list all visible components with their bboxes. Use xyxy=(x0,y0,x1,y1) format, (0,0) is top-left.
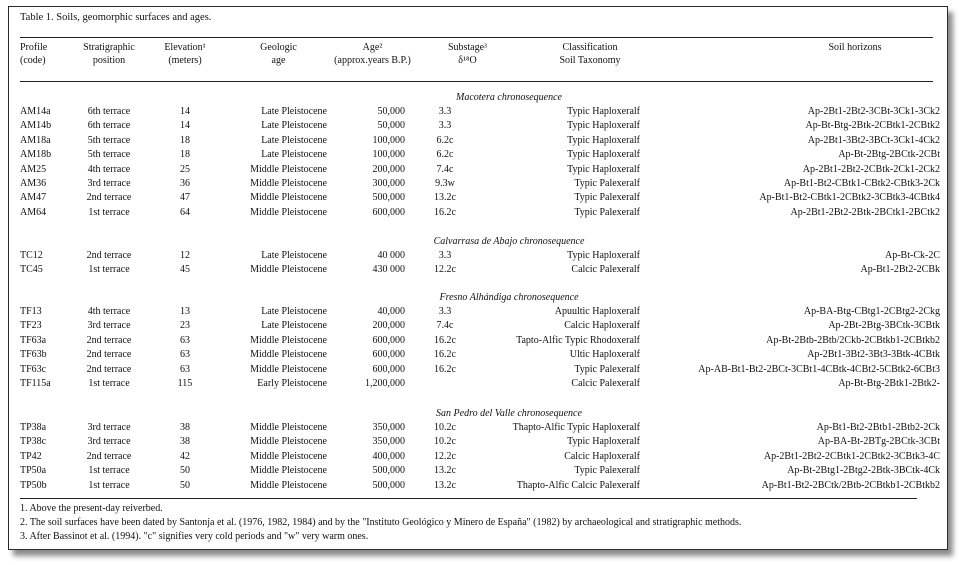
cell-profile-code: TC12 xyxy=(20,250,43,261)
header-substage: Substage³ xyxy=(447,42,488,53)
cell-age: 100,000 xyxy=(372,134,405,146)
cell-soil-horizons: Ap-2Bt1-2Bt2-2CBtk1-2CBtk2-3CBtk3-4C xyxy=(763,450,940,462)
cell-geologic-age: Middle Pleistocene xyxy=(250,363,327,375)
cell-age: 40 000 xyxy=(377,250,405,261)
cell-soil-horizons: Ap-2Bt1-3Bt2-3BCt-3Ck1-4Ck2 xyxy=(807,134,940,146)
cell-substage: 16.2c xyxy=(434,206,456,218)
cell-geologic-age: Middle Pleistocene xyxy=(250,479,327,491)
cell-profile-code: AM14b xyxy=(20,120,52,132)
header-profile-code: (code) xyxy=(20,55,46,66)
footnote-rule xyxy=(20,498,917,499)
footnote-1: 1. Above the present-day reiverbed. xyxy=(20,503,163,514)
cell-geologic-age: Late Pleistocene xyxy=(261,134,327,146)
cell-stratigraphic-position: 3rd terrace xyxy=(87,436,131,448)
cell-substage: 3.3 xyxy=(438,306,452,317)
cell-stratigraphic-position: 6th terrace xyxy=(87,106,131,117)
cell-soil-horizons: Ap-Bt1-2Bt2-2CBk xyxy=(860,264,940,276)
cell-age: 600,000 xyxy=(372,334,405,346)
cell-substage: 3.3 xyxy=(438,106,452,117)
cell-elevation: 18 xyxy=(180,134,190,146)
cell-geologic-age: Late Pleistocene xyxy=(261,149,327,161)
cell-elevation: 63 xyxy=(180,349,190,361)
cell-stratigraphic-position: 5th terrace xyxy=(87,149,131,161)
cell-geologic-age: Middle Pleistocene xyxy=(250,178,327,189)
cell-stratigraphic-position: 1st terrace xyxy=(88,206,130,218)
cell-stratigraphic-position: 2nd terrace xyxy=(86,192,132,204)
cell-substage: 9.3w xyxy=(435,178,455,189)
cell-profile-code: AM18b xyxy=(20,149,52,161)
cell-substage: 7.4c xyxy=(436,163,454,175)
cell-profile-code: TP38a xyxy=(20,422,47,433)
cell-elevation: 42 xyxy=(180,450,190,462)
cell-profile-code: AM18a xyxy=(20,134,51,146)
cell-stratigraphic-position: 2nd terrace xyxy=(86,250,132,261)
header-profile-code: Profile xyxy=(20,42,48,53)
cell-geologic-age: Early Pleistocene xyxy=(257,378,327,389)
cell-geologic-age: Late Pleistocene xyxy=(261,120,327,132)
header-geologic-age: age xyxy=(271,55,286,66)
group-heading: San Pedro del Valle chronosequence xyxy=(436,408,582,419)
cell-geologic-age: Late Pleistocene xyxy=(261,250,327,261)
cell-classification: Typic Palexeralf xyxy=(574,178,640,189)
cell-soil-horizons: Ap-Bt-Ck-2C xyxy=(885,250,940,261)
header-top-rule xyxy=(20,37,933,38)
cell-profile-code: AM64 xyxy=(20,206,47,218)
cell-geologic-age: Middle Pleistocene xyxy=(250,163,327,175)
cell-elevation: 38 xyxy=(180,436,190,448)
cell-stratigraphic-position: 1st terrace xyxy=(88,465,130,477)
cell-soil-horizons: Ap-Bt-Btg-2Btk1-2Btk2- xyxy=(838,378,940,389)
cell-profile-code: TF63a xyxy=(20,334,47,346)
header-soil-horizons: Soil horizons xyxy=(828,42,882,53)
cell-classification: Apuultic Haploxeralf xyxy=(554,306,640,317)
cell-elevation: 47 xyxy=(180,192,190,204)
cell-stratigraphic-position: 3rd terrace xyxy=(87,320,131,332)
cell-age: 500,000 xyxy=(372,465,405,477)
cell-age: 300,000 xyxy=(372,178,405,189)
cell-profile-code: TF63c xyxy=(20,363,47,375)
cell-soil-horizons: Ap-2Bt1-2Bt2-2CBtk-2Ck1-2Ck2 xyxy=(802,163,940,175)
cell-soil-horizons: Ap-AB-Bt1-Bt2-2BCt-3CBt1-4CBtk-4CBt2-5CBtk2-6CBt3 xyxy=(698,363,940,375)
header-classification: Classification xyxy=(562,42,618,53)
cell-profile-code: TF23 xyxy=(20,320,42,332)
cell-age: 600,000 xyxy=(372,349,405,361)
cell-substage: 13.2c xyxy=(434,479,456,491)
cell-elevation: 14 xyxy=(180,120,190,132)
cell-soil-horizons: Ap-BA-Btg-CBtg1-2CBtg2-2Ckg xyxy=(803,306,940,317)
cell-age: 50,000 xyxy=(377,106,405,117)
cell-classification: Thapto-Alfic Typic Haploxeralf xyxy=(512,422,640,433)
cell-geologic-age: Middle Pleistocene xyxy=(250,436,327,448)
cell-profile-code: AM36 xyxy=(20,178,47,189)
cell-soil-horizons: Ap-Bt1-Bt2-CBtk1-CBtk2-CBtk3-2Ck xyxy=(783,178,940,189)
cell-age: 1,200,000 xyxy=(365,378,405,389)
cell-substage: 10.2c xyxy=(434,422,456,433)
cell-soil-horizons: Ap-Bt-Btg-2Btk-2CBtk1-2CBtk2 xyxy=(805,120,940,132)
cell-soil-horizons: Ap-Bt-2Btg1-2Btg2-2Btk-3BCtk-4Ck xyxy=(787,465,940,477)
cell-age: 400,000 xyxy=(372,450,405,462)
cell-profile-code: TP42 xyxy=(20,450,42,462)
cell-substage: 16.2c xyxy=(434,334,456,346)
cell-age: 100,000 xyxy=(372,149,405,161)
cell-classification: Ultic Haploxeralf xyxy=(569,349,640,361)
cell-elevation: 45 xyxy=(180,264,190,276)
cell-geologic-age: Middle Pleistocene xyxy=(250,192,327,204)
cell-age: 350,000 xyxy=(372,422,405,433)
cell-age: 500,000 xyxy=(372,479,405,491)
cell-age: 500,000 xyxy=(372,192,405,204)
cell-soil-horizons: Ap-Bt-2Btb-2Btb/2Ckb-2CBtkb1-2CBtkb2 xyxy=(766,334,940,346)
cell-substage: 7.4c xyxy=(436,320,454,332)
cell-profile-code: TP50b xyxy=(20,479,47,491)
cell-stratigraphic-position: 2nd terrace xyxy=(86,334,132,346)
cell-geologic-age: Late Pleistocene xyxy=(261,320,327,332)
cell-substage: 6.2c xyxy=(436,134,454,146)
cell-age: 200,000 xyxy=(372,163,405,175)
cell-classification: Typic Haploxeralf xyxy=(567,106,640,117)
table-frame xyxy=(8,6,948,550)
cell-profile-code: TF13 xyxy=(20,306,42,317)
cell-elevation: 64 xyxy=(180,206,190,218)
cell-age: 600,000 xyxy=(372,363,405,375)
cell-stratigraphic-position: 1st terrace xyxy=(88,264,130,276)
cell-soil-horizons: Ap-Bt-2Btg-2BCtk-2CBt xyxy=(838,149,940,161)
cell-geologic-age: Middle Pleistocene xyxy=(250,206,327,218)
cell-elevation: 25 xyxy=(180,163,190,175)
cell-classification: Typic Palexeralf xyxy=(574,192,640,204)
cell-profile-code: TF115a xyxy=(20,378,51,389)
cell-substage: 3.3 xyxy=(438,120,452,132)
cell-classification: Typic Haploxeralf xyxy=(567,120,640,132)
cell-elevation: 63 xyxy=(180,334,190,346)
cell-age: 200,000 xyxy=(372,320,405,332)
cell-substage: 12.2c xyxy=(434,264,456,276)
cell-profile-code: TF63b xyxy=(20,349,47,361)
cell-classification: Typic Palexeralf xyxy=(574,363,640,375)
cell-substage: 13.2c xyxy=(434,192,456,204)
cell-elevation: 36 xyxy=(180,178,190,189)
table-title: Table 1. Soils, geomorphic surfaces and ages. xyxy=(20,12,212,23)
cell-geologic-age: Middle Pleistocene xyxy=(250,465,327,477)
cell-stratigraphic-position: 3rd terrace xyxy=(87,422,131,433)
cell-age: 40,000 xyxy=(377,306,405,317)
cell-classification: Calcic Haploxeralf xyxy=(564,320,640,332)
cell-soil-horizons: Ap-Bt1-Bt2-2BCtk/2Btb-2CBtkb1-2CBtkb2 xyxy=(761,479,940,491)
cell-elevation: 63 xyxy=(180,363,190,375)
header-elevation: Elevation¹ xyxy=(164,42,206,53)
group-heading: Calvarrasa de Abajo chronosequence xyxy=(433,236,585,247)
cell-substage: 12.2c xyxy=(434,450,456,462)
cell-stratigraphic-position: 3rd terrace xyxy=(87,178,131,189)
cell-substage: 6.2c xyxy=(436,149,454,161)
cell-soil-horizons: Ap-2Bt1-2Bt2-3CBt-3Ck1-3Ck2 xyxy=(807,106,940,117)
cell-soil-horizons: Ap-BA-Bt-2BTg-2BCtk-3CBt xyxy=(817,436,940,448)
header-stratigraphic-position: position xyxy=(92,55,126,66)
cell-classification: Typic Haploxeralf xyxy=(567,250,640,261)
cell-classification: Calcic Palexeralf xyxy=(571,264,640,276)
cell-soil-horizons: Ap-2Bt1-3Bt2-3Bt3-3Btk-4CBtk xyxy=(807,349,940,361)
cell-classification: Thapto-Alfic Calcic Palexeralf xyxy=(516,479,640,491)
cell-profile-code: TP50a xyxy=(20,465,47,477)
header-substage: δ¹⁸O xyxy=(458,55,477,66)
header-stratigraphic-position: Stratigraphic xyxy=(83,42,135,53)
cell-profile-code: AM14a xyxy=(20,106,51,117)
cell-stratigraphic-position: 1st terrace xyxy=(88,479,130,491)
cell-elevation: 18 xyxy=(180,149,190,161)
header-elevation: (meters) xyxy=(168,55,202,66)
cell-classification: Calcic Palexeralf xyxy=(571,378,640,389)
cell-geologic-age: Late Pleistocene xyxy=(261,106,327,117)
footnote-3: 3. After Bassinot et al. (1994). "c" signifies very cold periods and "w" very warm ones. xyxy=(20,531,369,542)
group-heading: Macotera chronosequence xyxy=(456,92,562,103)
header-age: Age² xyxy=(362,42,383,53)
cell-elevation: 12 xyxy=(180,250,190,261)
cell-substage: 3.3 xyxy=(438,250,452,261)
cell-substage: 16.2c xyxy=(434,363,456,375)
cell-age: 600,000 xyxy=(372,206,405,218)
header-bottom-rule xyxy=(20,81,933,82)
cell-classification: Tapto-Alfic Typic Rhodoxeralf xyxy=(516,334,640,346)
cell-elevation: 14 xyxy=(180,106,190,117)
cell-stratigraphic-position: 5th terrace xyxy=(87,134,131,146)
cell-substage: 10.2c xyxy=(434,436,456,448)
cell-geologic-age: Middle Pleistocene xyxy=(250,334,327,346)
cell-age: 430 000 xyxy=(372,264,405,276)
header-geologic-age: Geologic xyxy=(260,42,297,53)
cell-stratigraphic-position: 4th terrace xyxy=(87,306,131,317)
cell-geologic-age: Middle Pleistocene xyxy=(250,349,327,361)
cell-stratigraphic-position: 2nd terrace xyxy=(86,363,132,375)
cell-geologic-age: Middle Pleistocene xyxy=(250,450,327,462)
cell-soil-horizons: Ap-Bt1-Bt2-2Btb1-2Btb2-2Ck xyxy=(816,422,940,433)
cell-age: 50,000 xyxy=(377,120,405,132)
cell-elevation: 38 xyxy=(180,422,190,433)
group-heading: Fresno Alhándiga chronosequence xyxy=(439,292,579,303)
cell-geologic-age: Middle Pleistocene xyxy=(250,422,327,433)
cell-elevation: 115 xyxy=(177,378,193,389)
cell-classification: Typic Haploxeralf xyxy=(567,134,640,146)
header-age: (approx.years B.P.) xyxy=(334,55,411,66)
cell-profile-code: TP38c xyxy=(20,436,47,448)
cell-elevation: 50 xyxy=(180,479,190,491)
cell-elevation: 13 xyxy=(180,306,190,317)
cell-stratigraphic-position: 2nd terrace xyxy=(86,450,132,462)
cell-soil-horizons: Ap-2Bt-2Btg-3BCtk-3CBtk xyxy=(828,320,940,332)
cell-geologic-age: Middle Pleistocene xyxy=(250,264,327,276)
cell-classification: Typic Palexeralf xyxy=(574,465,640,477)
cell-stratigraphic-position: 6th terrace xyxy=(87,120,131,132)
cell-stratigraphic-position: 4th terrace xyxy=(87,163,131,175)
cell-age: 350,000 xyxy=(372,436,405,448)
cell-classification: Typic Haploxeralf xyxy=(567,436,640,448)
cell-elevation: 23 xyxy=(180,320,190,332)
cell-classification: Typic Haploxeralf xyxy=(567,163,640,175)
cell-classification: Calcic Haploxeralf xyxy=(564,450,640,462)
cell-soil-horizons: Ap-2Bt1-2Bt2-2Btk-2BCtk1-2BCtk2 xyxy=(790,206,940,218)
cell-profile-code: TC45 xyxy=(20,264,43,276)
cell-profile-code: AM25 xyxy=(20,163,47,175)
cell-substage: 13.2c xyxy=(434,465,456,477)
cell-elevation: 50 xyxy=(180,465,190,477)
footnote-2: 2. The soil surfaces have been dated by Santonja et al. (1976, 1982, 1984) and by the "Instituto Geológico y Minero de España" (1982) by archaeological and stratigraphic methods. xyxy=(20,517,742,528)
cell-classification: Typic Haploxeralf xyxy=(567,149,640,161)
cell-profile-code: AM47 xyxy=(20,192,47,204)
cell-classification: Typic Palexeralf xyxy=(574,206,640,218)
header-classification: Soil Taxonomy xyxy=(559,55,621,66)
cell-stratigraphic-position: 1st terrace xyxy=(88,378,130,389)
cell-stratigraphic-position: 2nd terrace xyxy=(86,349,132,361)
cell-soil-horizons: Ap-Bt1-Bt2-CBtk1-2CBtk2-3CBtk3-4CBtk4 xyxy=(759,192,940,204)
cell-geologic-age: Late Pleistocene xyxy=(261,306,327,317)
cell-substage: 16.2c xyxy=(434,349,456,361)
